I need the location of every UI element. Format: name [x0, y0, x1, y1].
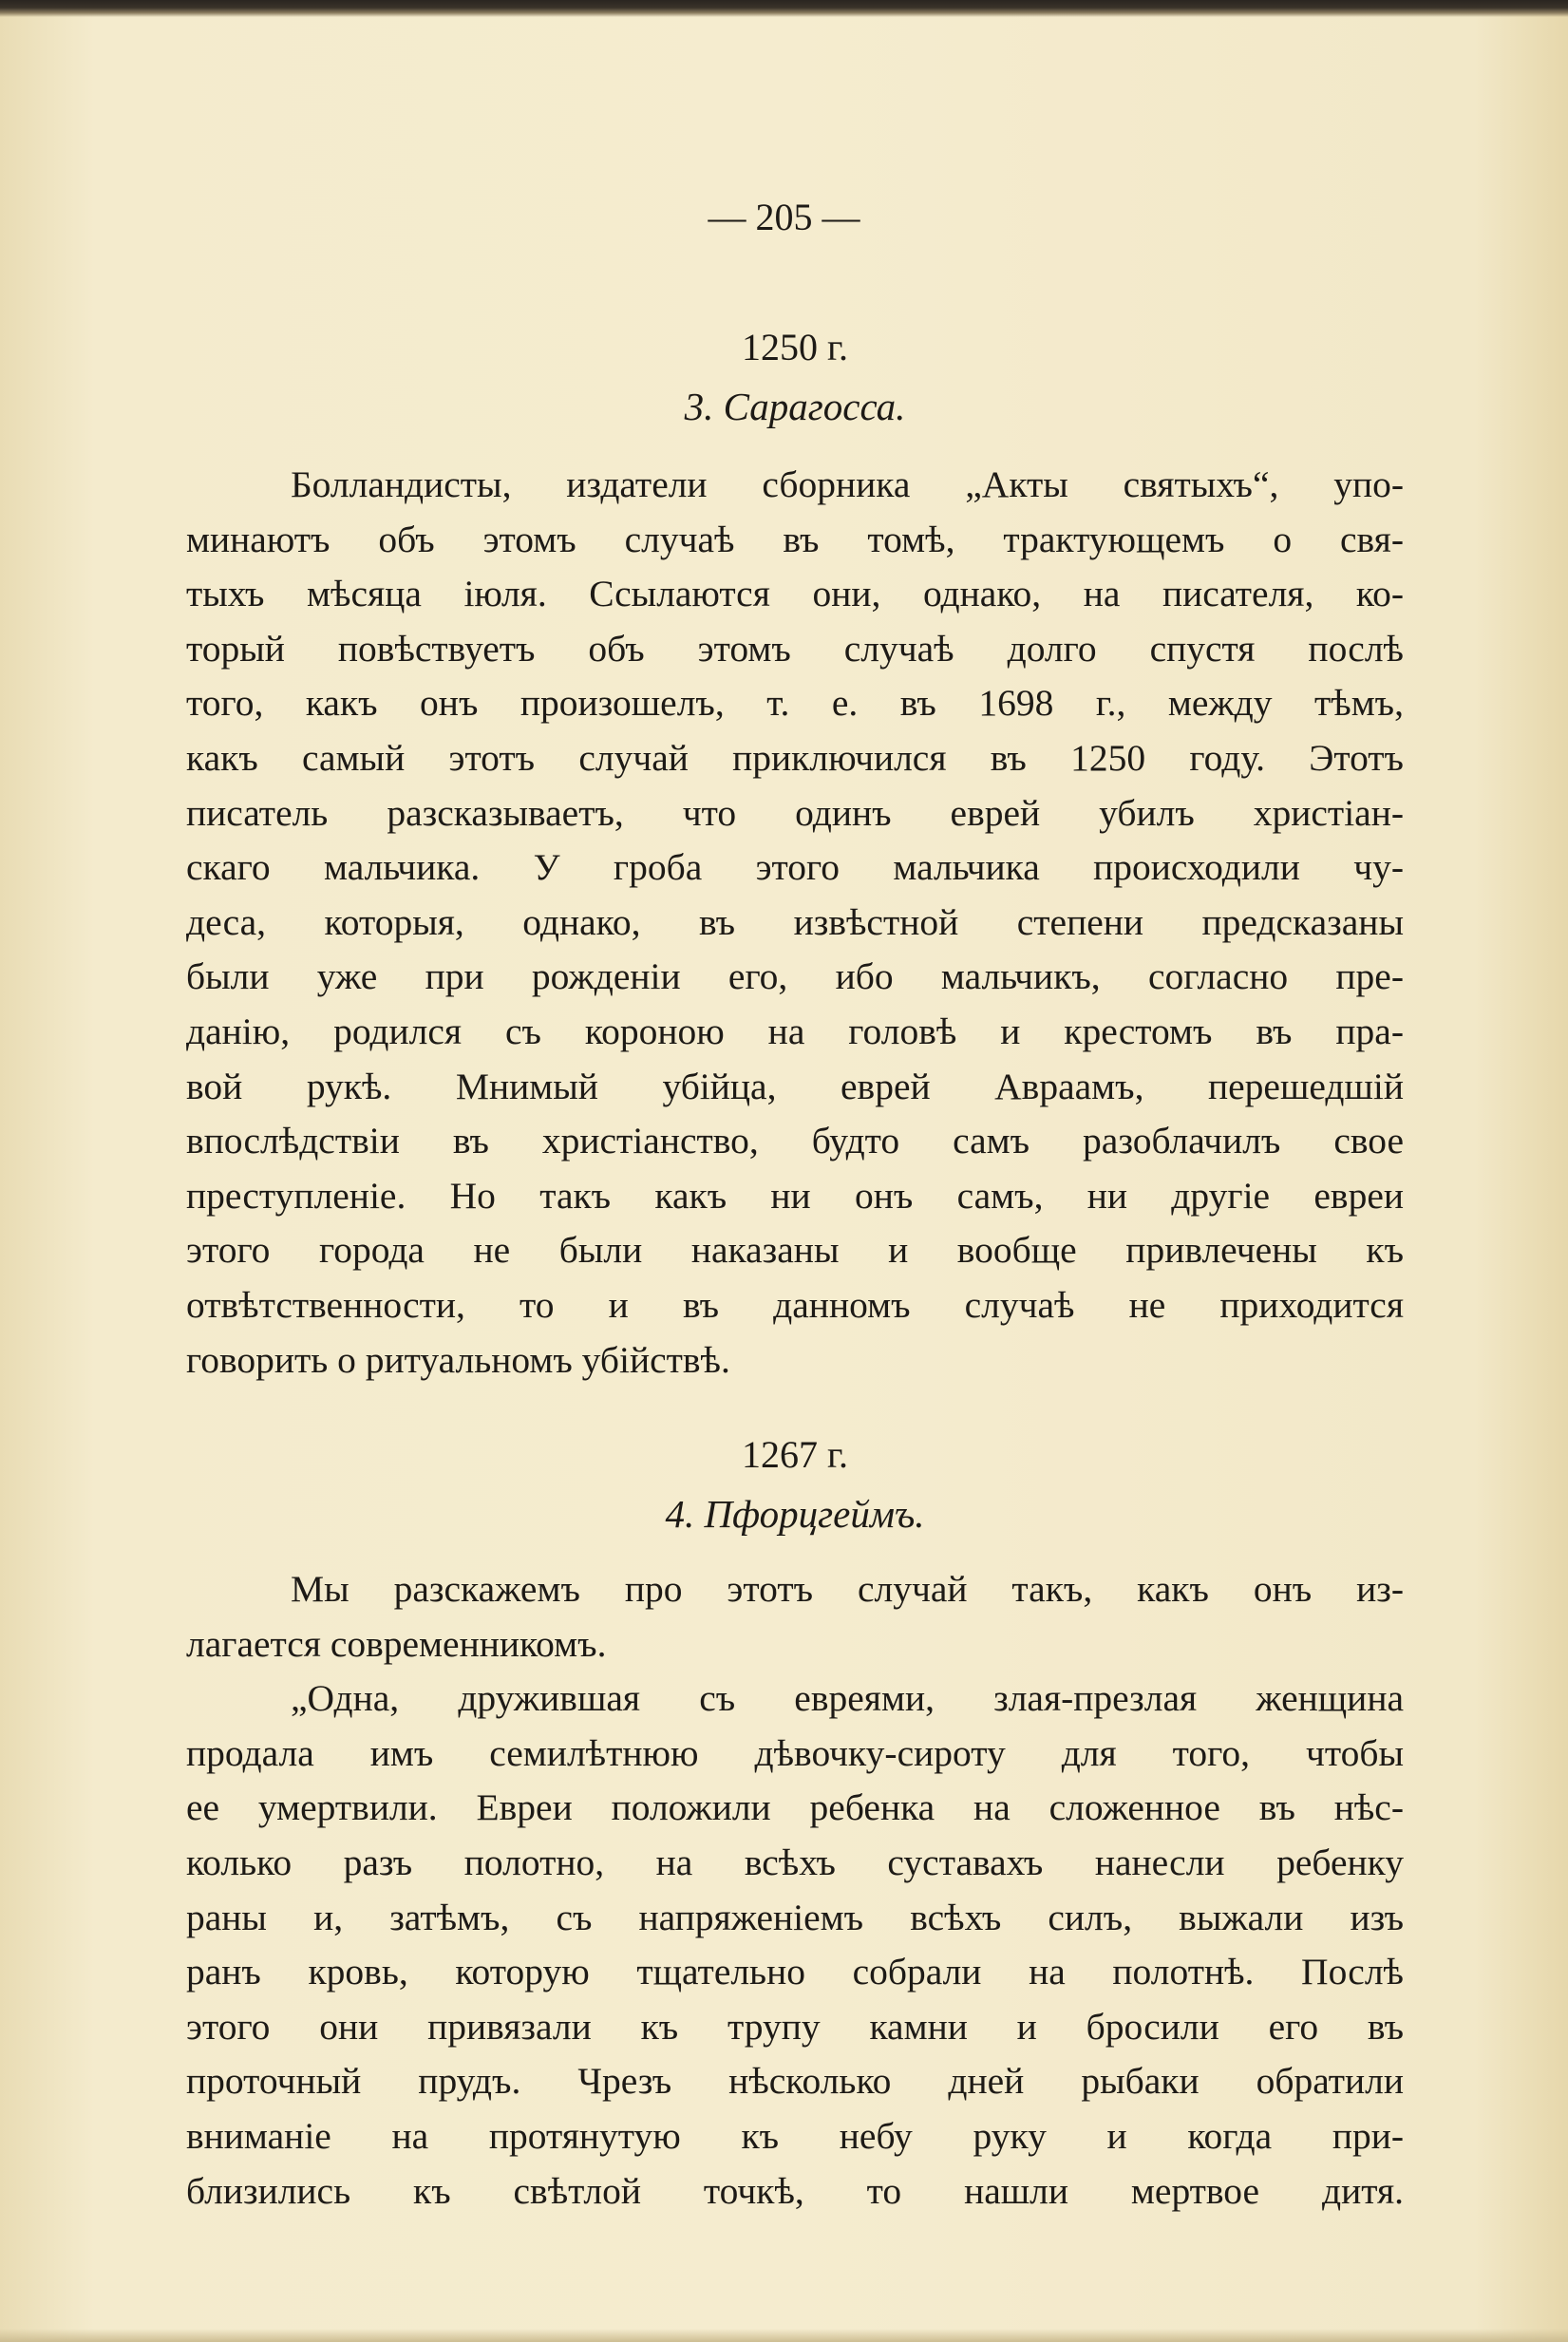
text-line: „Одна, дружившая съ евреями, злая-презлая женщина: [291, 1677, 1404, 1720]
text-line: преступленіе. Но такъ какъ ни онъ самъ, ни другіе евреи: [186, 1174, 1404, 1217]
text-line: этого города не были наказаны и вообще привлечены къ: [186, 1229, 1404, 1272]
text-line: этого они привязали къ трупу камни и бросили его въ: [186, 2005, 1404, 2048]
text-line: колько разъ полотно, на всѣхъ суставахъ нанесли ребенку: [186, 1841, 1404, 1883]
text-line: близились къ свѣтлой точкѣ, то нашли мертвое дитя.: [186, 2169, 1404, 2212]
page-number: — 205 —: [708, 196, 860, 238]
text-line: вниманіе на протянутую къ небу руку и когда при-: [186, 2114, 1404, 2157]
page-bottom-edge: [0, 2329, 1568, 2342]
text-line: писатель разсказываетъ, что одинъ еврей убилъ христіан-: [186, 791, 1404, 834]
text-line: минаютъ объ этомъ случаѣ въ томѣ, трактующемъ о свя-: [186, 518, 1404, 560]
section-year: 1267 г.: [742, 1433, 848, 1476]
text-line: деса, которыя, однако, въ извѣстной степени предсказаны: [186, 900, 1404, 943]
section-heading: 4. Пфорцгеймъ.: [665, 1492, 925, 1536]
text-line: данію, родился съ короною на головѣ и крестомъ въ пра-: [186, 1010, 1404, 1052]
text-line: впослѣдствіи въ христіанство, будто самъ разоблачилъ свое: [186, 1120, 1404, 1162]
text-line: лагается современникомъ.: [186, 1622, 607, 1665]
text-line: ранъ кровь, которую тщательно собрали на полотнѣ. Послѣ: [186, 1951, 1404, 1993]
text-line: того, какъ онъ произошелъ, т. е. въ 1698 г., между тѣмъ,: [186, 682, 1404, 725]
page-top-edge: [0, 0, 1568, 17]
text-line: ее умертвили. Евреи положили ребенка на сложенное въ нѣс-: [186, 1786, 1404, 1829]
text-line: отвѣтственности, то и въ данномъ случаѣ не приходится: [186, 1283, 1404, 1326]
text-line: вой рукѣ. Мнимый убійца, еврей Авраамъ, перешедшій: [186, 1065, 1404, 1107]
text-line: тыхъ мѣсяца іюля. Ссылаются они, однако, на писателя, ко-: [186, 573, 1404, 615]
text-line: раны и, затѣмъ, съ напряженіемъ всѣхъ силъ, выжали изъ: [186, 1896, 1404, 1938]
section-year: 1250 г.: [742, 326, 848, 368]
text-line: проточный прудъ. Чрезъ нѣсколько дней рыбаки обратили: [186, 2060, 1404, 2103]
text-line: были уже при рожденіи его, ибо мальчикъ, согласно пре-: [186, 955, 1404, 998]
paragraph: [186, 458, 1404, 1388]
paragraph: [186, 1672, 1404, 2219]
section-body: [186, 1562, 1404, 2219]
text-line: торый повѣствуетъ объ этомъ случаѣ долго спустя послѣ: [186, 627, 1404, 670]
text-line: говорить о ритуальномъ убійствѣ.: [186, 1338, 730, 1381]
text-line: какъ самый этотъ случай приключился въ 1250 году. Этотъ: [186, 736, 1404, 779]
section-body: [186, 458, 1404, 1388]
text-line: скаго мальчика. У гроба этого мальчика происходили чу-: [186, 846, 1404, 889]
section-heading: 3. Сарагосса.: [684, 385, 906, 428]
text-line: продала имъ семилѣтнюю дѣвочку-сироту для того, чтобы: [186, 1731, 1404, 1774]
paragraph: [186, 1562, 1404, 1672]
text-line: Мы разскажемъ про этотъ случай такъ, какъ онъ из-: [291, 1568, 1404, 1610]
text-line: Болландисты, издатели сборника „Акты святыхъ“, упо-: [291, 463, 1404, 505]
